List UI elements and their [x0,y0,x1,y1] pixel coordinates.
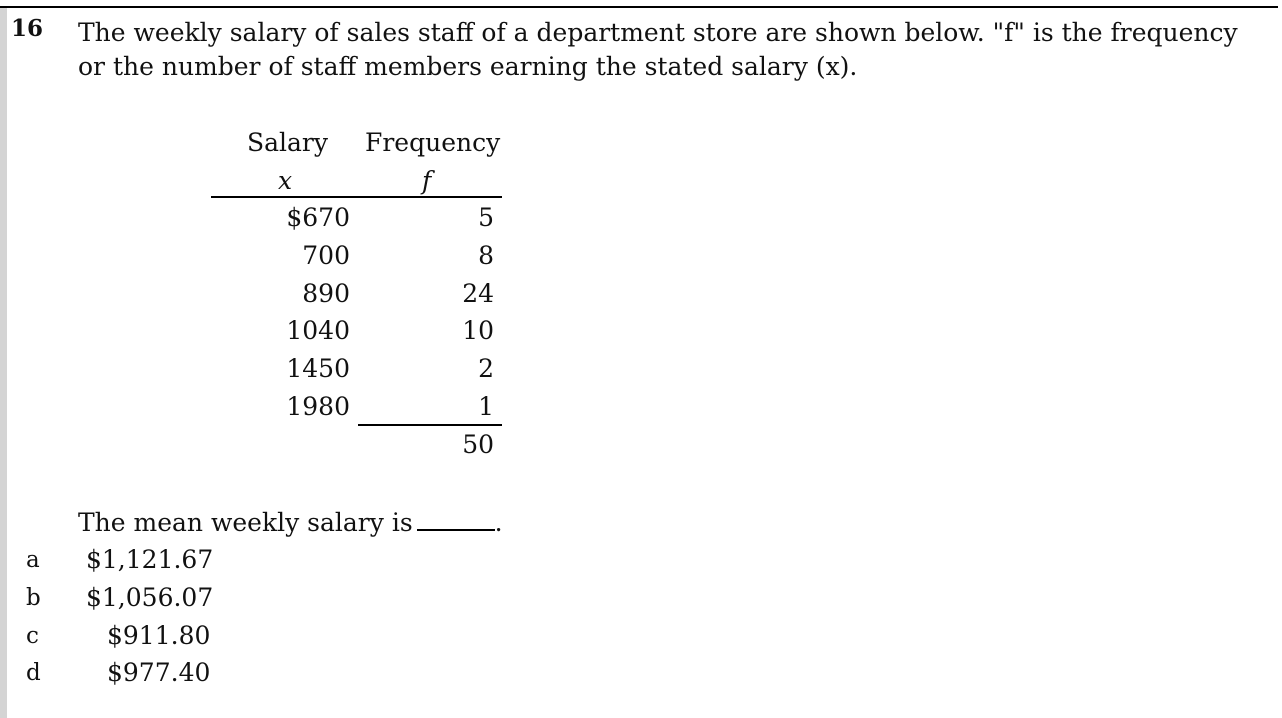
answer-blank [417,507,495,531]
sum-underline [358,424,502,426]
option-letter-c: c [26,623,39,649]
question-prompt-text: The mean weekly salary is [78,508,413,537]
frequency-variable-label: f [422,166,432,195]
salary-cell: $670 [286,203,350,232]
top-divider [0,6,1278,8]
left-margin-bar [0,8,7,718]
option-value-c[interactable]: $911.80 [107,621,211,650]
frequency-cell: 8 [478,241,494,270]
frequency-cell: 1 [478,392,494,421]
frequency-cell: 2 [478,354,494,383]
salary-cell: 1450 [286,354,350,383]
frequency-total: 50 [462,430,494,459]
salary-cell: 1980 [286,392,350,421]
question-prompt [78,506,503,540]
option-value-d[interactable]: $977.40 [107,658,211,687]
question-stem-line-2: or the number of staff members earning the stated salary (x). [78,52,858,81]
option-letter-b: b [26,585,41,611]
salary-variable-label: x [278,166,293,195]
option-letter-a: a [26,547,40,573]
frequency-cell: 5 [478,203,494,232]
salary-cell: 700 [302,241,350,270]
question-stem-line-1: The weekly salary of sales staff of a department store are shown below. "f" is the frequency [78,18,1238,47]
frequency-cell: 24 [462,279,494,308]
frequency-column-header: Frequency [365,128,501,157]
option-value-b[interactable]: $1,056.07 [86,583,214,612]
question-stem [78,16,1238,84]
frequency-cell: 10 [462,316,494,345]
option-letter-d: d [26,660,41,686]
salary-cell: 1040 [286,316,350,345]
salary-column-header: Salary [247,128,329,157]
option-value-a[interactable]: $1,121.67 [86,545,214,574]
salary-cell: 890 [302,279,350,308]
question-prompt-end: . [494,508,503,537]
header-underline [211,196,502,198]
question-number: 16 [11,15,44,42]
